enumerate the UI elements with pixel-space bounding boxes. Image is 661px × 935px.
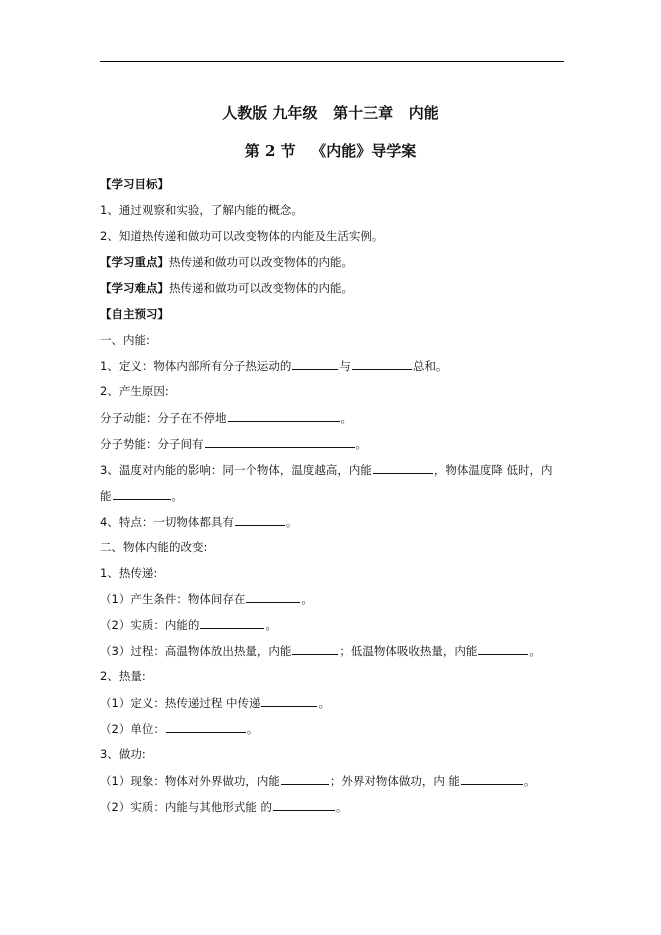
text: 。 [171, 489, 183, 503]
fill-blank[interactable] [261, 694, 317, 707]
fill-blank[interactable] [113, 487, 171, 500]
fill-blank[interactable] [461, 772, 523, 785]
goal-2: 2、知道热传递和做功可以改变物体的内能及生活实例。 [100, 229, 384, 243]
work-heading: 3、做功: [100, 747, 146, 761]
fill-blank[interactable] [281, 772, 329, 785]
condition-line [100, 590, 313, 607]
text: 。 [318, 696, 330, 710]
text: 3、温度对内能的影响：同一个物体，温度越高，内能 [100, 463, 372, 477]
doc-title: 人教版 九年级 第十三章 内能 [222, 104, 439, 122]
text: （2）实质：内能的 [100, 618, 200, 632]
work-essence-line [100, 798, 347, 815]
difficult-point-label: 【学习难点】 [100, 281, 169, 295]
text: 分子势能：分子间有 [100, 437, 204, 451]
heat-transfer-heading: 1、热传递: [100, 566, 158, 580]
text: 4、特点：一切物体都具有 [100, 515, 234, 529]
text: 。 [246, 722, 259, 736]
text: （3）过程：高温物体放出热量，内能 [100, 644, 292, 658]
text: 。 [340, 411, 352, 425]
text: 总和。 [412, 359, 448, 373]
section-goals-heading: 【学习目标】 [100, 177, 169, 191]
text: 。 [265, 618, 277, 632]
text: 分子动能：分子在不停地 [100, 411, 227, 425]
text: 1、定义：物体内部所有分子热运动的 [100, 359, 292, 373]
key-point-text: 热传递和做功可以改变物体的内能。 [169, 255, 353, 269]
text: （1）现象：物体对外界做功，内能 [100, 774, 280, 788]
part-one-heading: 一、内能: [100, 333, 150, 347]
part-two-heading: 二、物体内能的改变: [100, 540, 208, 554]
key-point-label: 【学习重点】 [100, 255, 169, 269]
fill-blank[interactable] [273, 798, 335, 811]
heat-unit-line [100, 720, 258, 737]
fill-blank[interactable] [205, 435, 355, 448]
temperature-line-cont [100, 487, 183, 504]
feature-line [100, 513, 297, 530]
process-line [100, 642, 541, 659]
kinetic-energy-line [100, 409, 352, 426]
fill-blank[interactable] [228, 409, 340, 422]
text: 。 [355, 437, 367, 451]
text: 。 [335, 800, 348, 814]
text: 。 [523, 774, 536, 788]
text: （2）实质：内能与其他形式能 的 [100, 800, 272, 814]
text: （1）产生条件：物体间存在 [100, 592, 246, 606]
goal-1: 1、通过观察和实验，了解内能的概念。 [100, 203, 303, 217]
doc-subtitle: 第 2 节 《内能》导学案 [244, 142, 417, 160]
text: （1）定义：热传递过程 中传递 [100, 696, 261, 710]
text: 。 [301, 592, 313, 606]
text: ；外界对物体做功，内 能 [329, 774, 460, 788]
text: ，物体温度降 低时，内 [433, 463, 553, 477]
fill-blank[interactable] [478, 642, 528, 655]
fill-blank[interactable] [292, 357, 338, 370]
text: （2）单位： [100, 722, 165, 736]
text: ；低温物体吸收热量，内能 [339, 644, 478, 658]
heat-definition-line [100, 694, 330, 711]
temperature-line [100, 461, 552, 478]
difficult-point-text: 热传递和做功可以改变物体的内能。 [169, 281, 353, 295]
section-preview-heading: 【自主预习】 [100, 307, 169, 321]
heat-heading: 2、热量: [100, 669, 146, 683]
header-rule [100, 61, 564, 62]
potential-energy-line [100, 435, 367, 452]
definition-line [100, 357, 447, 374]
text: 。 [529, 644, 541, 658]
fill-blank[interactable] [166, 720, 246, 733]
key-point [100, 254, 353, 270]
fill-blank[interactable] [373, 461, 433, 474]
fill-blank[interactable] [352, 357, 412, 370]
fill-blank[interactable] [246, 590, 300, 603]
fill-blank[interactable] [235, 513, 285, 526]
text: 与 [339, 359, 351, 373]
difficult-point [100, 280, 353, 296]
fill-blank[interactable] [200, 616, 264, 629]
work-phenomenon-line [100, 772, 535, 789]
essence-line [100, 616, 277, 633]
text: 能 [100, 489, 112, 503]
cause-heading: 2、产生原因: [100, 384, 169, 398]
fill-blank[interactable] [292, 642, 338, 655]
text: 。 [285, 515, 298, 529]
